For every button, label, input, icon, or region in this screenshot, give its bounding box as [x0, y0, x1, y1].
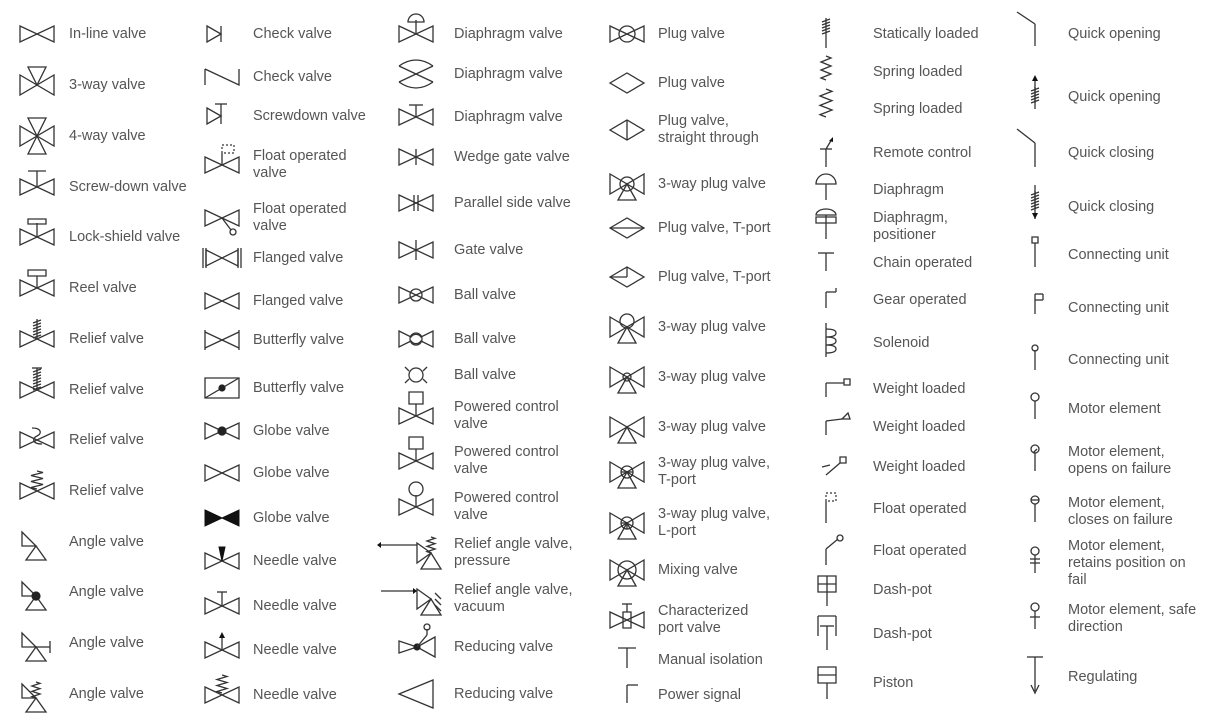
symbol-label: Chain operated [873, 254, 973, 271]
symbol-label: 3-way plug valve, L-port [658, 506, 771, 539]
symbol-label: Motor element, closes on failure [1068, 495, 1173, 528]
three-way-plug-valve-2-icon [608, 311, 648, 355]
globe-valve-3-icon [203, 502, 243, 546]
symbol-label: Quick opening [1068, 88, 1161, 105]
symbol-label: Relief angle valve, vacuum [454, 582, 573, 615]
symbol-label: Check valve [253, 68, 332, 85]
symbol-label: In-line valve [69, 25, 147, 42]
symbol-label: Check valve [253, 25, 332, 42]
symbol-label: Butterfly valve [253, 331, 345, 348]
symbol-label: Weight loaded [873, 380, 966, 397]
float-operated-2-icon [818, 535, 858, 579]
symbol-label: Plug valve [658, 25, 725, 42]
symbol-label: Diaphragm [873, 181, 944, 198]
symbol-label: Solenoid [873, 334, 930, 351]
connecting-unit-3-icon [1017, 344, 1057, 388]
symbol-label: 3-way plug valve [658, 368, 766, 385]
screwdown-valve-icon [203, 100, 243, 144]
symbol-label: Characterized port valve [658, 603, 749, 636]
float-operated-valve-icon [203, 149, 243, 193]
angle-valve-2-icon [18, 576, 58, 620]
symbol-label: Relief valve [69, 482, 144, 499]
dash-pot-2-icon [818, 618, 858, 662]
symbol-label: 3-way plug valve [658, 175, 766, 192]
dash-pot-icon [818, 574, 858, 618]
inline-valve-icon [18, 18, 58, 62]
symbol-label: Float operated [873, 500, 967, 517]
symbol-label: Reducing valve [454, 685, 554, 702]
symbol-label: Relief valve [69, 431, 144, 448]
motor-element-icon [1017, 393, 1057, 437]
symbol-label: Plug valve, straight through [658, 113, 759, 146]
weight-loaded-2-icon [818, 411, 858, 455]
symbol-label: Powered control valve [454, 444, 559, 477]
plug-valve-straight-icon [608, 114, 648, 158]
symbol-label: Motor element, retains position on fail [1068, 537, 1186, 588]
symbol-label: Gear operated [873, 291, 967, 308]
butterfly-valve-icon [203, 324, 243, 368]
symbol-label: Weight loaded [873, 418, 966, 435]
symbol-label: 3-way plug valve [658, 318, 766, 335]
symbol-label: Float operated valve [253, 201, 347, 234]
symbol-label: Globe valve [253, 464, 330, 481]
flanged-valve-icon [203, 242, 243, 286]
symbol-label: Piston [873, 674, 914, 691]
screw-down-valve-icon [18, 171, 58, 215]
symbol-label: Angle valve [69, 533, 144, 550]
needle-valve-icon [203, 545, 243, 589]
symbol-label: Parallel side valve [454, 194, 571, 211]
connecting-unit-2-icon [1017, 292, 1057, 336]
diaphragm-valve-2-icon [397, 58, 437, 102]
gear-operated-icon [818, 284, 858, 328]
relief-angle-valve-vacuum-icon [397, 583, 437, 627]
symbol-label: Powered control valve [454, 490, 559, 523]
ball-valve-3-icon [397, 359, 437, 403]
symbol-label: Reel valve [69, 279, 137, 296]
symbol-label: Power signal [658, 686, 742, 703]
three-way-plug-valve-t-port-icon [608, 456, 648, 500]
symbol-label: Connecting unit [1068, 246, 1169, 263]
four-way-valve-icon [18, 120, 58, 164]
symbol-label: Dash-pot [873, 625, 932, 642]
symbol-label: Powered control valve [454, 399, 559, 432]
angle-valve-icon [18, 526, 58, 570]
symbol-label: Dash-pot [873, 581, 932, 598]
symbol-label: Diaphragm valve [454, 108, 563, 125]
quick-opening-icon [1017, 18, 1057, 62]
symbol-label: 3-way plug valve [658, 418, 766, 435]
symbol-label: Relief valve [69, 330, 144, 347]
needle-valve-3-icon [203, 634, 243, 678]
relief-valve-4-icon [18, 475, 58, 519]
lock-shield-valve-icon [18, 221, 58, 265]
symbol-label: Reducing valve [454, 638, 554, 655]
symbol-label: Needle valve [253, 597, 337, 614]
symbol-label: Ball valve [454, 330, 517, 347]
symbol-label: Quick closing [1068, 144, 1155, 161]
wedge-gate-valve-icon [397, 141, 437, 185]
symbol-label: Flanged valve [253, 292, 344, 309]
symbol-label: Angle valve [69, 583, 144, 600]
ball-valve-icon [397, 279, 437, 323]
powered-control-valve-3-icon [397, 491, 437, 535]
power-signal-icon [608, 679, 648, 723]
symbol-label: Globe valve [253, 509, 330, 526]
spring-loaded-2-icon [818, 93, 858, 137]
symbol-label: Relief angle valve, pressure [454, 536, 573, 569]
symbol-label: Ball valve [454, 286, 517, 303]
symbol-label: Butterfly valve [253, 379, 345, 396]
parallel-side-valve-icon [397, 187, 437, 231]
three-way-plug-valve-4-icon [608, 411, 648, 455]
mixing-valve-icon [608, 554, 648, 598]
symbol-label: Needle valve [253, 686, 337, 703]
plug-valve-icon [608, 18, 648, 62]
butterfly-valve-2-icon [203, 372, 243, 416]
piston-icon [818, 667, 858, 711]
needle-valve-4-icon [203, 679, 243, 723]
relief-valve-icon [18, 323, 58, 367]
symbol-label: Quick opening [1068, 25, 1161, 42]
symbol-label: Motor element [1068, 400, 1161, 417]
symbol-label: Motor element, safe direction [1068, 602, 1197, 635]
symbol-label: 4-way valve [69, 127, 146, 144]
diaphragm-valve-icon [397, 18, 437, 62]
symbol-label: Spring loaded [873, 100, 963, 117]
symbol-label: Flanged valve [253, 249, 344, 266]
regulating-icon [1017, 661, 1057, 705]
symbol-label: Gate valve [454, 241, 524, 258]
symbol-label: Plug valve, T-port [658, 268, 771, 285]
weight-loaded-3-icon [818, 451, 858, 495]
angle-valve-4-icon [18, 678, 58, 722]
symbol-label: Weight loaded [873, 458, 966, 475]
relief-angle-valve-pressure-icon [397, 537, 437, 581]
symbol-label: Plug valve [658, 74, 725, 91]
symbol-label: Needle valve [253, 552, 337, 569]
symbol-label: Statically loaded [873, 25, 979, 42]
symbol-label: Plug valve, T-port [658, 219, 771, 236]
check-valve-icon [203, 18, 243, 62]
symbol-label: Float operated [873, 542, 967, 559]
symbol-label: Needle valve [253, 641, 337, 658]
symbol-label: Lock-shield valve [69, 228, 181, 245]
float-operated-valve-2-icon [203, 202, 243, 246]
symbol-label: Diaphragm, positioner [873, 210, 948, 243]
characterized-port-valve-icon [608, 604, 648, 648]
symbol-label: Motor element, opens on failure [1068, 444, 1172, 477]
symbol-label: Regulating [1068, 668, 1138, 685]
relief-valve-3-icon [18, 424, 58, 468]
quick-closing-icon [1017, 137, 1057, 181]
symbol-label: Relief valve [69, 381, 144, 398]
symbol-label: Ball valve [454, 366, 517, 383]
symbol-label: Remote control [873, 144, 972, 161]
reducing-valve-icon [397, 631, 437, 675]
globe-valve-2-icon [203, 457, 243, 501]
three-way-plug-valve-3-icon [608, 361, 648, 405]
symbol-label: 3-way valve [69, 76, 146, 93]
plug-valve-2-icon [608, 67, 648, 111]
connecting-unit-icon [1017, 239, 1057, 283]
angle-valve-3-icon [18, 627, 58, 671]
diaphragm-valve-3-icon [397, 101, 437, 145]
check-valve-2-icon [203, 61, 243, 105]
symbol-label: Spring loaded [873, 63, 963, 80]
motor-element-retains-icon [1017, 547, 1057, 591]
symbol-label: Connecting unit [1068, 351, 1169, 368]
symbol-label: Globe valve [253, 422, 330, 439]
motor-element-opens-icon [1017, 445, 1057, 489]
symbol-label: Connecting unit [1068, 299, 1169, 316]
symbol-label: Screwdown valve [253, 107, 366, 124]
symbol-label: Quick closing [1068, 198, 1155, 215]
symbol-label: Wedge gate valve [454, 148, 570, 165]
plug-valve-t-port-2-icon [608, 261, 648, 305]
needle-valve-2-icon [203, 590, 243, 634]
symbol-label: Diaphragm valve [454, 25, 563, 42]
symbol-label: Angle valve [69, 634, 144, 651]
motor-element-safe-icon [1017, 603, 1057, 647]
symbol-label: Mixing valve [658, 561, 738, 578]
flanged-valve-2-icon [203, 285, 243, 329]
symbol-label: Float operated valve [253, 148, 347, 181]
symbol-label: Angle valve [69, 685, 144, 702]
solenoid-icon [818, 327, 858, 371]
reel-valve-icon [18, 272, 58, 316]
symbol-label: Screw-down valve [69, 178, 187, 195]
motor-element-closes-icon [1017, 496, 1057, 540]
symbol-label: 3-way plug valve, T-port [658, 455, 771, 488]
float-operated-icon [818, 493, 858, 537]
plug-valve-t-port-icon [608, 212, 648, 256]
gate-valve-icon [397, 234, 437, 278]
quick-opening-2-icon [1017, 81, 1057, 125]
globe-valve-icon [203, 415, 243, 459]
quick-closing-2-icon [1017, 191, 1057, 235]
reducing-valve-2-icon [397, 678, 437, 722]
symbol-label: Diaphragm valve [454, 65, 563, 82]
symbol-label: Manual isolation [658, 651, 763, 668]
three-way-valve-icon [18, 69, 58, 113]
three-way-plug-valve-l-port-icon [608, 507, 648, 551]
three-way-plug-valve-icon [608, 168, 648, 212]
relief-valve-2-icon [18, 374, 58, 418]
